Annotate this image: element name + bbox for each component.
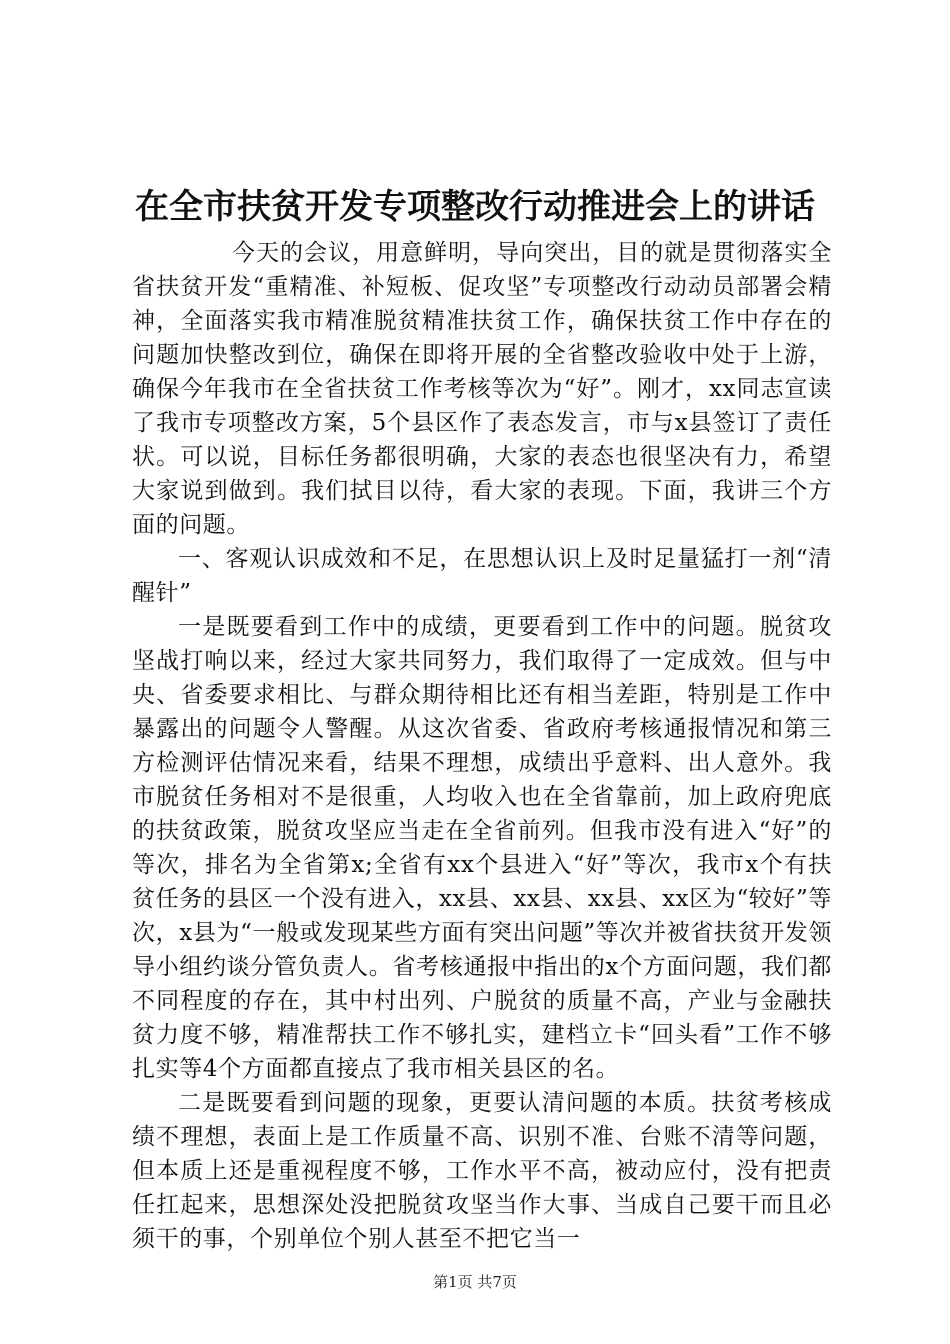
document-body <box>132 236 832 1256</box>
paragraph-point-2: 二是既要看到问题的现象，更要认清问题的本质。扶贫考核成绩不理想，表面上是工作质量不高、识别不准、台账不清等问题，但本质上还是重视程度不够，工作水平不高，被动应付，没有把责任扛起来，思想深处没把脱贫攻坚当作大事、当成自己要干而且必须干的事，个别单位个别人甚至不把它当一 <box>132 1090 832 1252</box>
page-number-footer: 第1页 共7页 <box>433 1273 517 1291</box>
section-heading-1: 一、客观认识成效和不足，在思想认识上及时足量猛打一剂“清醒针” <box>132 546 832 606</box>
paragraph-intro: 今天的会议，用意鲜明，导向突出，目的就是贯彻落实全省扶贫开发“重精准、补短板、促攻坚”专项整改行动动员部署会精神，全面落实我市精准脱贫精准扶贫工作，确保扶贫工作中存在的问题加快整改到位，确保在即将开展的全省整改验收中处于上游，确保今年我市在全省扶贫工作考核等次为“好”。刚才，xx同志宣读了我市专项整改方案，5个县区作了表态发言，市与x县签订了责任状。可以说，目标任务都很明确，大家的表态也很坚决有力，希望大家说到做到。我们拭目以待，看大家的表现。下面，我讲三个方面的问题。 <box>132 240 832 538</box>
paragraph-point-1: 一是既要看到工作中的成绩，更要看到工作中的问题。脱贫攻坚战打响以来，经过大家共同努力，我们取得了一定成效。但与中央、省委要求相比、与群众期待相比还有相当差距，特别是工作中暴露出的问题令人警醒。从这次省委、省政府考核通报情况和第三方检测评估情况来看，结果不理想，成绩出乎意料、出人意外。我市脱贫任务相对不是很重，人均收入也在全省靠前，加上政府兜底的扶贫政策，脱贫攻坚应当走在全省前列。但我市没有进入“好”的等次，排名为全省第x;全省有xx个县进入“好”等次，我市x个有扶贫任务的县区一个没有进入，xx县、xx县、xx县、xx区为“较好”等次，x县为“一般或发现某些方面有突出问题”等次并被省扶贫开发领导小组约谈分管负责人。省考核通报中指出的x个方面问题，我们都不同程度的存在，其中村出列、户脱贫的质量不高，产业与金融扶贫力度不够，精准帮扶工作不够扎实，建档立卡“回头看”工作不够扎实等4个方面都直接点了我市相关县区的名。 <box>132 614 832 1082</box>
document-title: 在全市扶贫开发专项整改行动推进会上的讲话 <box>135 187 815 227</box>
